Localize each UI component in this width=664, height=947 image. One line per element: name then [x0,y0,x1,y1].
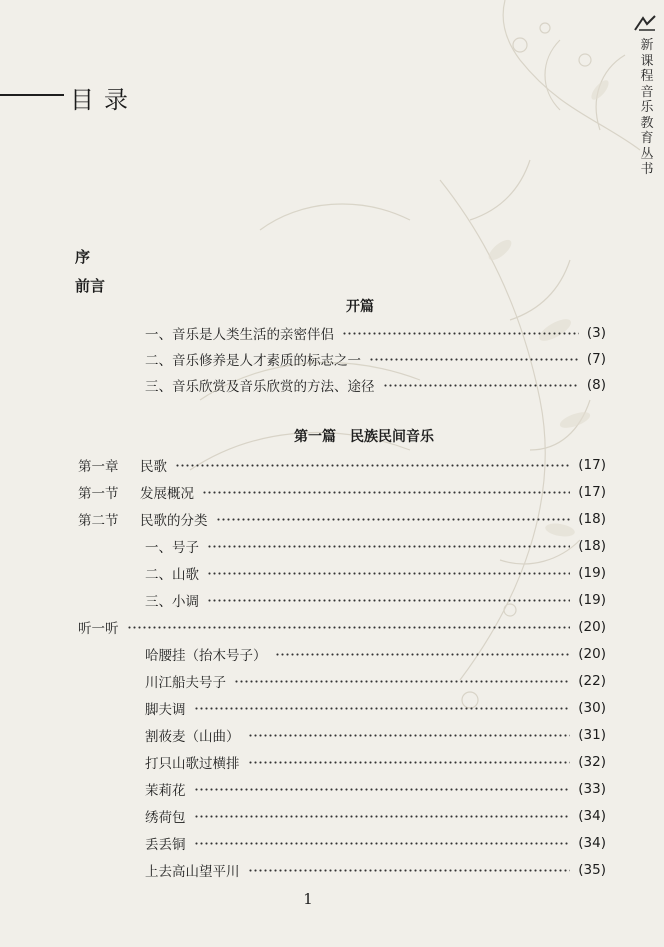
dot-leader [342,332,579,335]
toc-entry[interactable] [145,322,606,344]
dot-leader [207,572,570,575]
toc-entry[interactable] [145,724,606,746]
entry-number: 听一听 [78,621,119,637]
toc-entry[interactable] [145,697,606,719]
entry-label: 打只山歌过横排 [145,756,240,772]
section-heading-part1: 第一篇 民族民间音乐 [294,429,434,445]
entry-label: 川江船夫号子 [145,675,226,691]
entry-label: 三、小调 [145,594,199,610]
dot-leader [383,384,579,387]
entry-label: 丢丢铜 [145,837,186,853]
corner-logo-icon [633,14,657,32]
dot-leader [248,761,571,764]
entry-page: (32) [578,754,606,770]
entry-page: (35) [578,862,606,878]
header-rule [0,94,64,96]
toc-entry-chapter[interactable] [78,454,606,476]
page-number: 1 [303,890,313,908]
entry-label: 三、音乐欣赏及音乐欣赏的方法、途径 [145,379,375,395]
toc-entry[interactable] [145,589,606,611]
toc-entry-listen[interactable] [78,616,606,638]
entry-label: 脚夫调 [145,702,186,718]
entry-label: 民歌 [140,459,167,475]
dot-leader [369,358,579,361]
dot-leader [194,788,571,791]
entry-page: (34) [578,808,606,824]
entry-label: 二、音乐修养是人才素质的标志之一 [145,353,361,369]
dot-leader [248,869,571,872]
entry-page: (22) [578,673,606,689]
entry-label: 茉莉花 [145,783,186,799]
entry-page: (18) [578,511,606,527]
entry-label: 民歌的分类 [140,513,208,529]
toc-title: 目录 [70,86,138,114]
dot-leader [275,653,571,656]
toc-entry[interactable] [145,643,606,665]
toc-entry-section[interactable] [78,508,606,530]
toc-entry-section[interactable] [78,481,606,503]
entry-number: 第一章 [78,459,119,475]
series-title: 新 课 程 音 乐 教 育 丛 书 [640,38,654,177]
entry-page: (8) [586,377,606,393]
section-heading-kaipian: 开篇 [346,299,374,315]
dot-leader [202,491,570,494]
entry-label: 上去高山望平川 [145,864,240,880]
toc-entry[interactable] [145,832,606,854]
dot-leader [194,707,571,710]
entry-page: (30) [578,700,606,716]
entry-number: 第二节 [78,513,119,529]
entry-page: (7) [586,351,606,367]
entry-label: 发展概况 [140,486,194,502]
entry-page: (18) [578,538,606,554]
entry-page: (20) [578,619,606,635]
toc-entry[interactable] [145,670,606,692]
toc-entry[interactable] [145,859,606,881]
front-item-qianyan: 前言 [75,277,106,295]
toc-entry[interactable] [145,751,606,773]
entry-page: (34) [578,835,606,851]
entry-label: 绣荷包 [145,810,186,826]
dot-leader [194,815,571,818]
dot-leader [248,734,571,737]
toc-entry[interactable] [145,535,606,557]
entry-label: 一、号子 [145,540,199,556]
dot-leader [207,599,570,602]
entry-page: (19) [578,592,606,608]
entry-label: 二、山歌 [145,567,199,583]
entry-number: 第一节 [78,486,119,502]
toc-entry[interactable] [145,348,606,370]
dot-leader [216,518,571,521]
dot-leader [207,545,570,548]
entry-label: 一、音乐是人类生活的亲密伴侣 [145,327,334,343]
entry-page: (17) [578,457,606,473]
front-item-xu: 序 [75,248,91,266]
dot-leader [127,626,571,629]
entry-label: 割莜麦（山曲） [145,729,240,745]
toc-entry[interactable] [145,374,606,396]
toc-entry[interactable] [145,562,606,584]
entry-page: (17) [578,484,606,500]
entry-page: (31) [578,727,606,743]
entry-page: (19) [578,565,606,581]
toc-entry[interactable] [145,805,606,827]
entry-page: (20) [578,646,606,662]
entry-page: (33) [578,781,606,797]
toc-entry[interactable] [145,778,606,800]
entry-page: (3) [586,325,606,341]
entry-label: 哈腰挂（抬木号子） [145,648,267,664]
dot-leader [194,842,571,845]
dot-leader [175,464,570,467]
dot-leader [234,680,570,683]
